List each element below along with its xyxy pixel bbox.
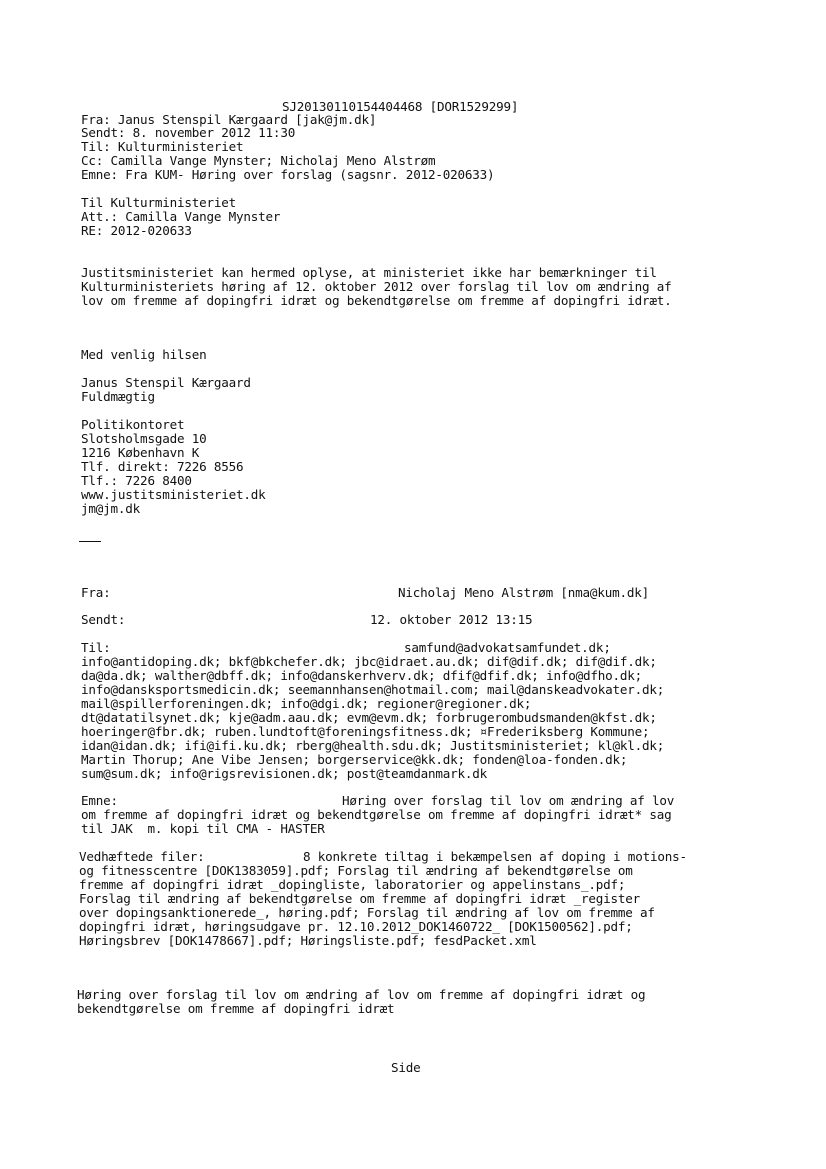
- header-to: Til: Kulturministeriet: [81, 139, 244, 154]
- attachments-label: Vedhæftede filer:: [79, 849, 205, 864]
- signature-city: 1216 København K: [81, 445, 200, 460]
- attachment-line: og fitnesscentre [DOK1383059].pdf; Forslag til ændring af bekendtgørelse om: [79, 863, 633, 878]
- address-line-1: Til Kulturministeriet: [81, 195, 237, 210]
- recipient-line: Martin Thorup; Ane Vibe Jensen; borgerservice@kk.dk; fonden@loa-fonden.dk;: [81, 752, 628, 767]
- subject-line: til JAK m. kopi til CMA - HASTER: [81, 821, 325, 836]
- attachment-line: fremme af dopingfri idræt _dopingliste, laboratorier og appelinstans_.pdf;: [79, 877, 626, 892]
- attachment-line: Forslag til ændring af bekendtgørelse om fremme af dopingfri idræt _register: [79, 891, 641, 906]
- signature-street: Slotsholmsgade 10: [81, 431, 207, 446]
- forwarded-sent-value: 12. oktober 2012 13:15: [370, 612, 533, 627]
- signature-title: Fuldmægtig: [81, 389, 155, 404]
- recipient-line: info@antidoping.dk; bkf@bkchefer.dk; jbc@idraet.au.dk; dif@dif.dk; dif@dif.dk;: [81, 654, 657, 669]
- signature-greeting: Med venlig hilsen: [81, 347, 207, 362]
- header-from: Fra: Janus Stenspil Kærgaard [jak@jm.dk]: [81, 112, 377, 127]
- signature-phone: Tlf.: 7226 8400: [81, 473, 192, 488]
- address-line-2: Att.: Camilla Vange Mynster: [81, 209, 281, 224]
- header-sent: Sendt: 8. november 2012 11:30: [81, 125, 296, 140]
- forwarded-to-label: Til:: [81, 640, 111, 655]
- separator-line: [79, 541, 101, 542]
- forwarded-subject-label: Emne:: [81, 793, 118, 808]
- header-cc: Cc: Camilla Vange Mynster; Nicholaj Meno Alstrøm: [81, 153, 436, 168]
- closing-line-1: Høring over forslag til lov om ændring af lov om fremme af dopingfri idræt og: [77, 987, 646, 1002]
- address-line-3: RE: 2012-020633: [81, 223, 192, 238]
- recipient-line: dt@datatilsynet.dk; kje@adm.aau.dk; evm@evm.dk; forbrugerombudsmanden@kfst.dk;: [81, 710, 657, 725]
- attachment-line: over dopingsanktionerede_, høring.pdf; Forslag til ændring af lov om fremme af: [79, 905, 655, 920]
- recipient-line: mail@spillerforeningen.dk; info@dgi.dk; regioner@regioner.dk;: [81, 696, 532, 711]
- recipient-line: da@da.dk; walther@dbff.dk; info@danskerhverv.dk; dfif@dfif.dk; info@dfho.dk;: [81, 668, 643, 683]
- body-line-2: Kulturministeriets høring af 12. oktober 2012 over forslag til lov om ændring af: [81, 279, 672, 294]
- forwarded-sent-label: Sendt:: [81, 612, 126, 627]
- closing-line-2: bekendtgørelse om fremme af dopingfri idræt: [77, 1001, 395, 1016]
- signature-office: Politikontoret: [81, 417, 185, 432]
- signature-web: www.justitsministeriet.dk: [81, 487, 266, 502]
- forwarded-from-value: Nicholaj Meno Alstrøm [nma@kum.dk]: [398, 585, 649, 600]
- body-line-1: Justitsministeriet kan hermed oplyse, at ministeriet ikke har bemærkninger til: [81, 265, 657, 280]
- body-line-3: lov om fremme af dopingfri idræt og bekendtgørelse om fremme af dopingfri idræt.: [81, 293, 672, 308]
- forwarded-subject-first: Høring over forslag til lov om ændring af lov: [342, 793, 675, 808]
- recipient-line: sum@sum.dk; info@rigsrevisionen.dk; post@teamdanmark.dk: [81, 766, 488, 781]
- page-footer: Side: [391, 1060, 421, 1075]
- attachment-line: Høringsbrev [DOK1478667].pdf; Høringsliste.pdf; fesdPacket.xml: [79, 933, 537, 948]
- signature-phone-direct: Tlf. direkt: 7226 8556: [81, 459, 244, 474]
- attachments-first: 8 konkrete tiltag i bekæmpelsen af doping i motions-: [303, 849, 687, 864]
- signature-name: Janus Stenspil Kærgaard: [81, 375, 251, 390]
- recipient-line: idan@idan.dk; ifi@ifi.ku.dk; rberg@health.sdu.dk; Justitsministeriet; kl@kl.dk;: [81, 738, 665, 753]
- header-subject: Emne: Fra KUM- Høring over forslag (sagsnr. 2012-020633): [81, 167, 495, 182]
- attachment-line: dopingfri idræt, høringsudgave pr. 12.10.2012_DOK1460722_ [DOK1500562].pdf;: [79, 919, 633, 934]
- recipient-line: info@dansksportsmedicin.dk; seemannhansen@hotmail.com; mail@danskeadvokater.dk;: [81, 682, 665, 697]
- document-id: SJ20130110154404468 [DOR1529299]: [282, 99, 519, 114]
- recipient-line: hoeringer@fbr.dk; ruben.lundtoft@foreningsfitness.dk; ¤Frederiksberg Kommune;: [81, 724, 650, 739]
- forwarded-to-first: samfund@advokatsamfundet.dk;: [404, 640, 611, 655]
- signature-email: jm@jm.dk: [81, 501, 141, 516]
- forwarded-from-label: Fra:: [81, 585, 111, 600]
- subject-line: om fremme af dopingfri idræt og bekendtgørelse om fremme af dopingfri idræt* sag: [81, 807, 672, 822]
